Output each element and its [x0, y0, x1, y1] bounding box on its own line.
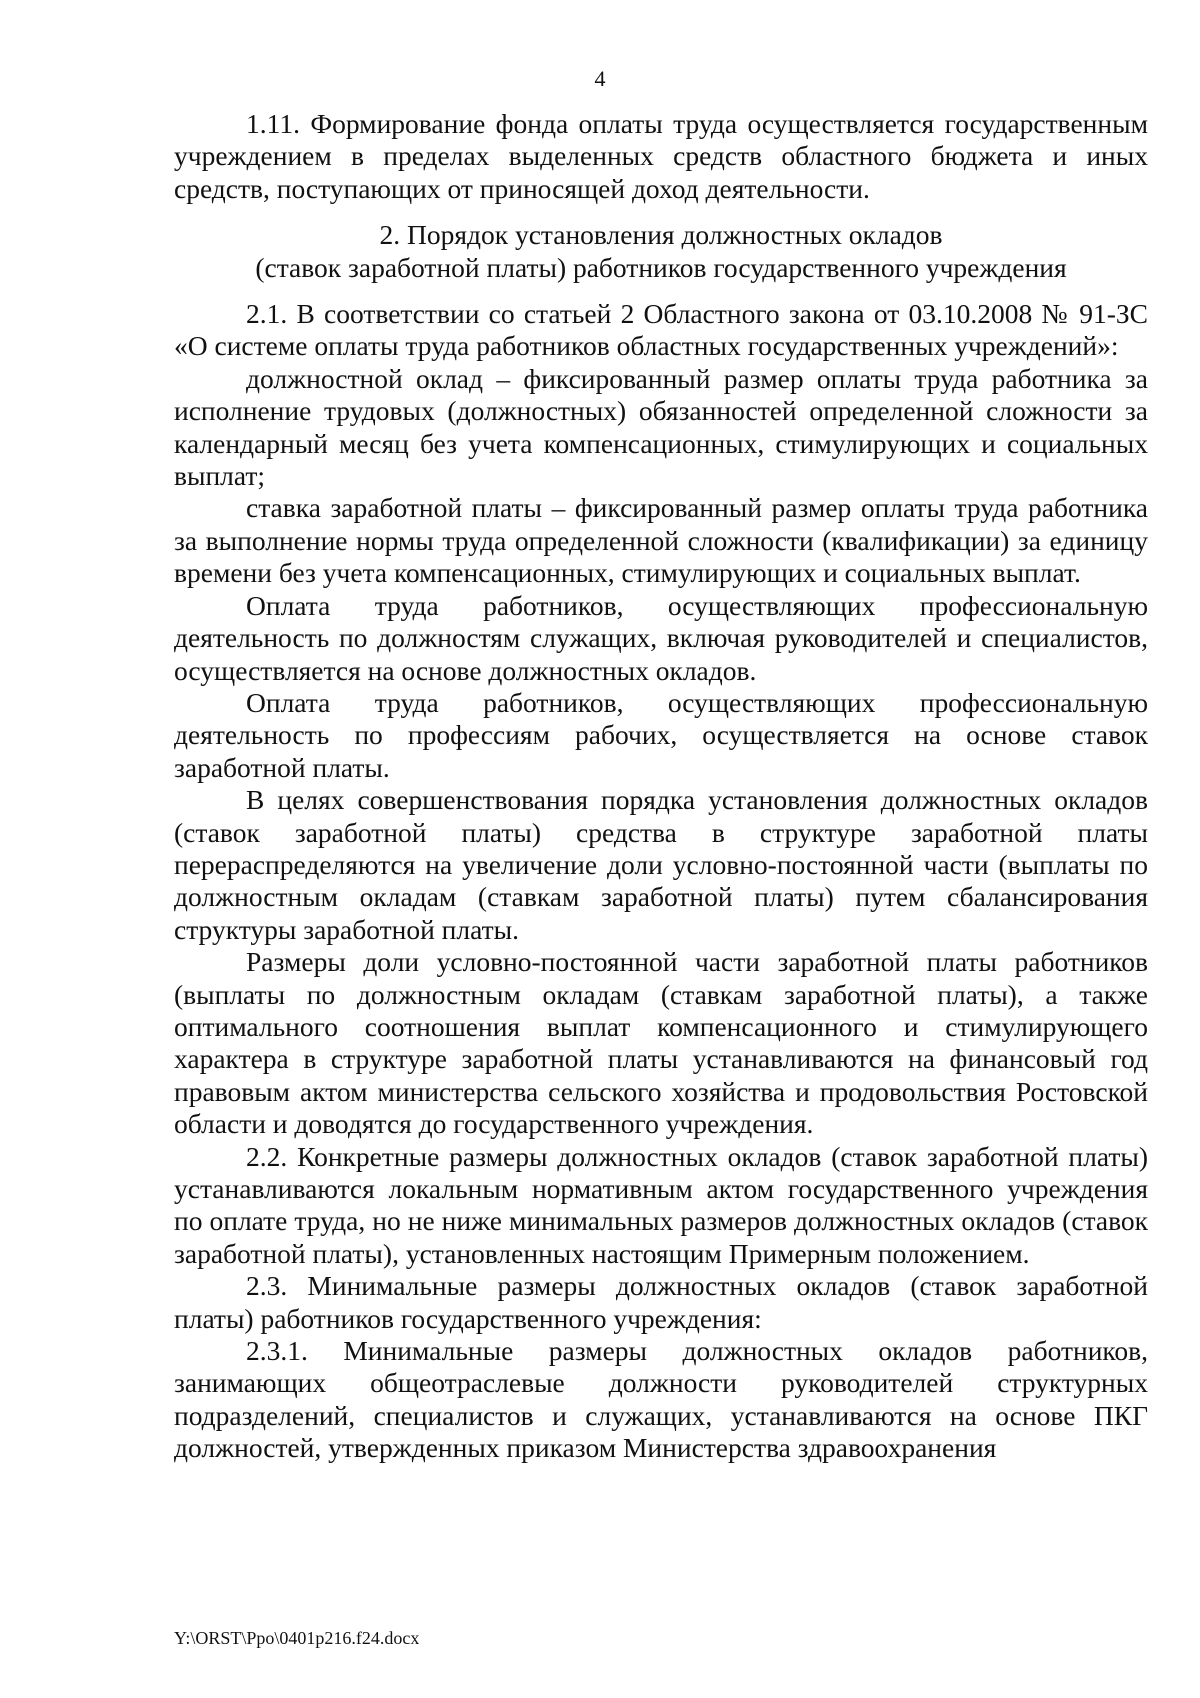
paragraph-2-3-1: 2.3.1. Минимальные размеры должностных окладов работников, занимающих общеотраслевые должности руководителей структурных подразделений, специалистов и служащих, устанавливаются на основе ПКГ должностей, утвержденных приказом Министерства здравоохранения: [174, 1335, 1148, 1464]
section-heading: [174, 219, 1148, 284]
paragraph-workers-rates: Оплата труда работников, осуществляющих профессиональную деятельность по профессиям рабочих, осуществляется на основе ставок заработной платы.: [174, 686, 1148, 783]
paragraph-wage-rate-definition: ставка заработной платы – фиксированный размер оплаты труда работника за выполнение нормы труда определенной сложности (квалификации) за единицу времени без учета компенсационных, стимулирующих и социальных выплат.: [174, 492, 1148, 589]
paragraph-improvement-purpose: В целях совершенствования порядка установления должностных окладов (ставок заработной платы) средства в структуре заработной платы перераспределяются на увеличение доли условно-постоянной части (выплаты по должностным окладам (ставкам заработной платы) путем сбалансирования структуры заработной платы.: [174, 784, 1148, 945]
document-body: [174, 108, 1148, 1465]
paragraph-employees-salary: Оплата труда работников, осуществляющих профессиональную деятельность по должностям служащих, включая руководителей и специалистов, осуществляется на основе должностных окладов.: [174, 589, 1148, 686]
section-heading-line-2: (ставок заработной платы) работников государственного учреждения: [255, 251, 1067, 283]
paragraph-share-sizes: Размеры доли условно-постоянной части заработной платы работников (выплаты по должностным окладам (ставкам заработной платы), а также оптимального соотношения выплат компенсационного и стимулирующего характера в структуре заработной платы устанавливаются на финансовый год правовым актом министерства сельского хозяйства и продовольствия Ростовской области и доводятся до государственного учреждения.: [174, 946, 1148, 1140]
page-number: 4: [594, 66, 606, 91]
paragraph-2-3: 2.3. Минимальные размеры должностных окладов (ставок заработной платы) работников государственного учреждения:: [174, 1270, 1148, 1334]
paragraph-2-2: 2.2. Конкретные размеры должностных окладов (ставок заработной платы) устанавливаются локальным нормативным актом государственного учреждения по оплате труда, но не ниже минимальных размеров должностных окладов (ставок заработной платы), установленных настоящим Примерным положением.: [174, 1140, 1148, 1269]
section-heading-line-1: 2. Порядок установления должностных окладов: [379, 219, 943, 251]
paragraph-2-1: 2.1. В соответствии со статьей 2 Областного закона от 03.10.2008 № 91-ЗС «О системе оплаты труда работников областных государственных учреждений»:: [174, 298, 1148, 362]
footer-file-path: Y:\ORST\Ppo\0401p216.f24.docx: [174, 1628, 420, 1648]
paragraph-official-salary-definition: должностной оклад – фиксированный размер оплаты труда работника за исполнение трудовых (должностных) обязанностей определенной сложности за календарный месяц без учета компенсационных, стимулирующих и социальных выплат;: [174, 362, 1148, 492]
paragraph-1-11: 1.11. Формирование фонда оплаты труда осуществляется государственным учреждением в пределах выделенных средств областного бюджета и иных средств, поступающих от приносящей доход деятельности.: [174, 108, 1148, 204]
